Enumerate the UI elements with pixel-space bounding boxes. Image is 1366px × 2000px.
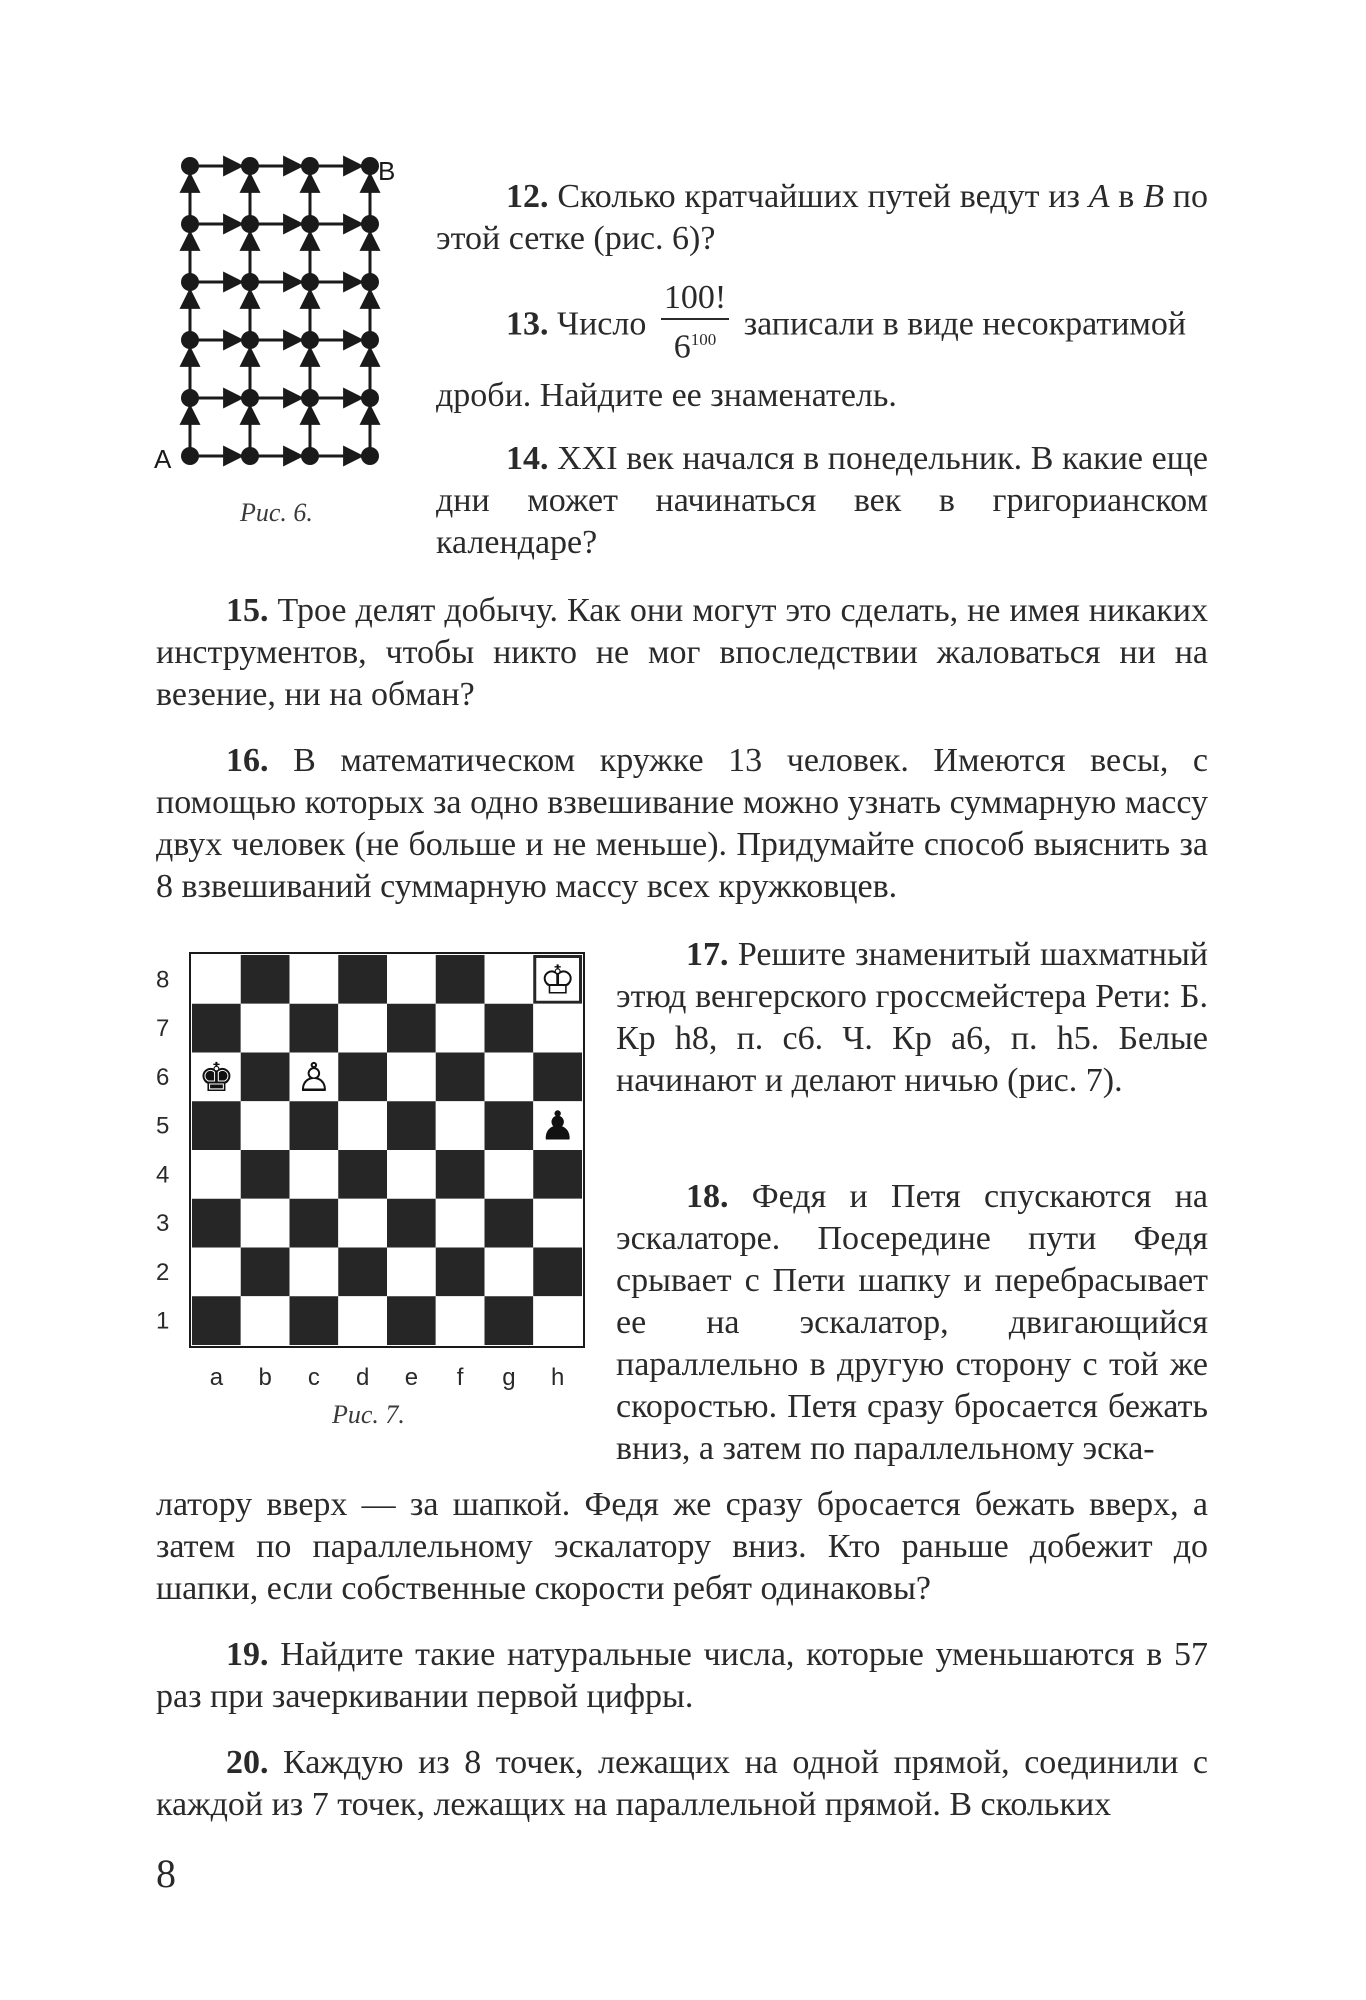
rank-label: 8 [156,966,170,994]
board-square [192,955,241,1004]
board-square [241,1053,290,1102]
problem-18-continued: латору вверх — за шапкой. Федя же сразу бросается бежать вверх, а затем по параллельному эскалатору вниз. Кто раньше добежит до шапки, если собственные скорости ребят одинаковы? [156,1486,1208,1607]
problem-14: 14. XXI век начался в понедельник. В какие еще дни может начинаться век в григорианском календаре? [436,440,1208,561]
problem-18: 18. Федя и Петя спускаются на эскалаторе. Посередине пути Федя срывает с Пети шапку и перебрасывает ее на эскалатор, двигающийся параллельно в другую сторону с той же скоростью. Петя сразу бросается бежать вниз, а затем по параллельному эска- [616,1178,1209,1467]
board-square [338,1053,387,1102]
board-square [485,1004,534,1053]
fig6-caption: Рис. 6. [240,498,313,527]
grid-node [181,331,199,349]
board-square [387,1199,436,1248]
problem-number: 17. [686,936,729,973]
board-square [436,1101,485,1150]
file-label: f [456,1364,464,1390]
board-square [290,955,339,1004]
grid-node [241,447,259,465]
board-square [241,1199,290,1248]
board-square [387,1296,436,1345]
page-number: 8 [156,1851,176,1896]
problem-number: 12. [506,178,549,215]
problem-20: 20. Каждую из 8 точек, лежащих на одной прямой, соединили с каждой из 7 точек, лежащих на параллельной прямой. В скольких [156,1744,1209,1823]
board-square [338,1296,387,1345]
board-square [387,1150,436,1199]
grid-node [361,389,379,407]
board-square [436,1248,485,1297]
file-label: e [404,1364,419,1390]
file-label: g [502,1364,516,1390]
board-square [192,1150,241,1199]
problem-19: 19. Найдите такие натуральные числа, которые уменьшаются в 57 раз при зачеркивании первой цифры. [156,1636,1208,1715]
problem-number: 20. [226,1744,269,1781]
white-king-icon: ♔ [539,958,576,1003]
problem-15: 15. Трое делят добычу. Как они могут это сделать, не имея никаких инструментов, чтобы никто не мог впоследствии жаловаться ни на везение, ни на обман? [156,592,1209,713]
rank-label: 7 [156,1015,170,1043]
problem-16: 16. В математическом кружке 13 человек. Имеются весы, с помощью которых за одно взвешивание можно узнать суммарную массу двух человек (не больше и не меньше). Придумайте способ выяснить за 8 взвешиваний суммарную массу всех кружковцев. [156,742,1208,905]
board-square [533,1004,582,1053]
board-square [192,1004,241,1053]
grid-node [301,215,319,233]
rank-label: 4 [156,1161,170,1189]
board-square [290,1101,339,1150]
board-square [485,1248,534,1297]
grid-node [361,331,379,349]
file-label: b [258,1364,272,1390]
board-square [533,1248,582,1297]
board-square [290,1199,339,1248]
board-square [241,1150,290,1199]
point-b-label: B [378,156,396,186]
white-pawn-icon: ♙ [295,1055,332,1100]
board-square [290,1248,339,1297]
grid-node [181,447,199,465]
chess-board-figure [148,950,588,1390]
board-square [290,1004,339,1053]
grid-node [361,215,379,233]
grid-node [241,389,259,407]
board-square [290,1296,339,1345]
board-square [387,1248,436,1297]
problem-number: 15. [226,592,269,629]
board-square [192,1199,241,1248]
problem-number: 19. [226,1636,269,1673]
grid-node [301,389,319,407]
board-square [387,1101,436,1150]
problem-number: 13. [506,305,549,343]
board-square [241,1248,290,1297]
rank-label: 2 [156,1258,170,1286]
problem-number: 14. [506,440,549,477]
grid-node [301,331,319,349]
file-label: d [355,1364,370,1390]
grid-node [181,389,199,407]
board-square [338,1150,387,1199]
point-a-label: A [154,444,172,474]
board-square [241,1101,290,1150]
board-square [485,955,534,1004]
rank-label: 6 [156,1063,170,1091]
board-square [436,1053,485,1102]
grid-node [241,331,259,349]
grid-node [361,157,379,175]
black-king-icon: ♚ [198,1055,235,1100]
board-square [192,1296,241,1345]
board-square [436,955,485,1004]
grid-node [241,157,259,175]
board-square [241,1296,290,1345]
board-square [436,1199,485,1248]
board-square [485,1150,534,1199]
board-square [485,1101,534,1150]
board-square [290,1150,339,1199]
board-square [192,1248,241,1297]
board-square [387,1053,436,1102]
grid-node [361,447,379,465]
problem-17: 17. Решите знаменитый шахматный этюд венгерского гроссмейстера Рети: Б. Кр h8, п. с6. Ч. Кр а6, п. h5. Белые начинают и делают ничью (рис. 7). [616,936,1208,1099]
board-square [533,1296,582,1345]
grid-node [181,215,199,233]
board-square [436,1004,485,1053]
board-square [387,955,436,1004]
board-square [485,1296,534,1345]
rank-label: 1 [156,1307,170,1335]
board-square [436,1150,485,1199]
file-label: c [307,1364,320,1390]
grid-node [241,215,259,233]
board-square [387,1004,436,1053]
rank-label: 3 [156,1210,170,1238]
board-square [533,1053,582,1102]
black-pawn-icon: ♟ [539,1104,576,1149]
rank-label: 5 [156,1112,170,1140]
fraction: $\frac{100!}{6^{100}}$ [661,278,729,367]
problem-13: 13. Число $\frac{100!}{6^{100}}$ записали в виде несократимой дроби. Найдите ее знаменатель. [436,279,1187,415]
grid-node [181,273,199,291]
board-square [338,1199,387,1248]
problem-number: 18. [686,1178,729,1215]
grid-node [181,157,199,175]
grid-node [241,273,259,291]
grid-node [361,273,379,291]
board-square [338,1004,387,1053]
grid-figure [140,150,420,490]
file-label: a [209,1364,224,1390]
board-square [338,1101,387,1150]
problem-12: 12. Сколько кратчайших путей ведут из A в B по этой сетке (рис. 6)? [436,178,1208,257]
board-square [485,1199,534,1248]
grid-node [301,157,319,175]
board-square [192,1101,241,1150]
board-square [533,1199,582,1248]
problem-number: 16. [226,742,269,779]
fig7-caption: Рис. 7. [332,1400,405,1429]
file-label: h [550,1364,565,1390]
board-square [338,955,387,1004]
board-square [485,1053,534,1102]
grid-node [301,273,319,291]
grid-node [301,447,319,465]
board-square [338,1248,387,1297]
board-square [241,1004,290,1053]
board-square [436,1296,485,1345]
board-square [241,955,290,1004]
board-square [533,1150,582,1199]
